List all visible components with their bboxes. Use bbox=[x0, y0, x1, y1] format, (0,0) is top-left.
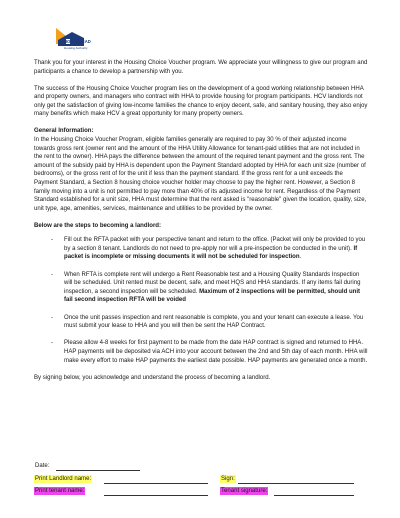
print-tenant-label: Print tenant name: bbox=[35, 488, 85, 494]
step-bullet: - bbox=[51, 314, 54, 321]
logo-name: HOMESTEAD bbox=[64, 39, 91, 44]
step-text: Please allow 4-8 weeks for first payment to be made from the date HAP contract is signed and returned to HHA. HAP payments will be deposited via ACH into your account between the 2nd and 5th day of each month. HHA will make every effort to make HAP payments the earliest date possible. HAP payments are generated once a month. bbox=[64, 340, 368, 364]
logo-subtitle: Housing Authority bbox=[64, 46, 88, 50]
date-line[interactable] bbox=[56, 470, 140, 471]
step-tail: . bbox=[299, 254, 302, 261]
letter-body bbox=[34, 59, 368, 391]
tenant-signature-label: Tenant signature: bbox=[221, 488, 268, 494]
general-heading: General Information: bbox=[34, 128, 94, 135]
tenant-signature-line[interactable] bbox=[274, 495, 354, 496]
step-bold-text: If packet is incomplete or missing documents it will not be scheduled for inspection bbox=[64, 245, 358, 261]
acknowledge-text: By signing below, you acknowledge and understand the process of becoming a landlord. bbox=[34, 374, 271, 381]
print-landlord-line[interactable] bbox=[104, 483, 208, 484]
sign-label: Sign: bbox=[221, 476, 235, 482]
steps-list bbox=[34, 236, 368, 365]
print-landlord-label: Print Landlord name: bbox=[35, 476, 92, 482]
landlord-row bbox=[34, 475, 368, 484]
date-label: Date: bbox=[35, 463, 50, 469]
step-text: Fill out the RFTA packet with your perspective tenant and return to the office. (Packet will only be provided to you by a section 8 tenant. Landlords do not need to pre-apply nor will a pre-inspection be conducted in the unit). bbox=[64, 237, 366, 252]
success-paragraph: The success of the Housing Choice Voucher program lies on the development of a good working relationship between HHA and property owners, and managers who contract with HHA to provide housing for program participants. HCV landlords not only get the satisfaction of giving low-income families the chance to enjoy decent, safe, and sanitary housing, they also enjoy many benefits which make HCV a great opportunity for many property owners. bbox=[34, 85, 368, 118]
step-item bbox=[34, 236, 368, 262]
intro-paragraph: Thank you for your interest in the Housing Choice Voucher program. We appreciate your willingness to give our program and participants a chance to develop a partnership with you. bbox=[34, 60, 368, 75]
step-text: Once the unit passes inspection and rent reasonable is complete, you and your tenant can execute a lease. You must submit your lease to HHA and you will then be sent the HAP Contract. bbox=[64, 314, 364, 330]
step-bullet: - bbox=[51, 271, 54, 278]
date-row bbox=[34, 462, 368, 471]
step-bullet: - bbox=[51, 237, 54, 244]
sign-line[interactable] bbox=[238, 483, 354, 484]
step-item bbox=[34, 271, 368, 305]
step-item bbox=[34, 339, 368, 365]
step-bold-text: Maximum of 2 inspections will be permitted, should unit fail second inspection RFTA will be voided bbox=[64, 288, 361, 304]
general-paragraph: In the Housing Choice Voucher Program, eligible families generally are required to pay 30 % of their adjusted income towards gross rent (owner rent and the amount of the HHA Utility Allowance for tenant-paid utilities that are not included in the rent to the owner). HHA pays the difference between the amount of the required tenant payment and the gross rent. The amount of the subsidy paid by HHA is dependent upon the Payment Standard adopted by HHA for each unit size (number of bedrooms), or the gross rent of for the unit if less than the payment standard. If the gross rent for a unit exceeds the Payment Standard, a Section 8 housing choice voucher holder may choose to pay the higher rent. However, a Section 8 family moving into a unit is not permitted to pay more than 40% of its adjusted income for rent. Regardless of the Payment Standard established for a unit size, HHA must determine that the rent asked is "reasonable" given the location, quality, size, unit type, age, amenities, services, maintenance and utilities to be provided by the owner. bbox=[34, 136, 367, 212]
tenant-row bbox=[34, 487, 368, 496]
print-tenant-line[interactable] bbox=[104, 495, 208, 496]
step-text: When RFTA is complete rent will undergo a Rent Reasonable test and a Housing Quality Standards Inspection will be scheduled. Unit rented must be decent, safe, and meet HQS and HHA standards. If any items fail during inspection, a second inspection will be scheduled. bbox=[64, 271, 361, 295]
step-bullet: - bbox=[51, 340, 54, 347]
step-item bbox=[34, 314, 368, 331]
steps-heading: Below are the steps to becoming a landlord: bbox=[34, 222, 162, 229]
